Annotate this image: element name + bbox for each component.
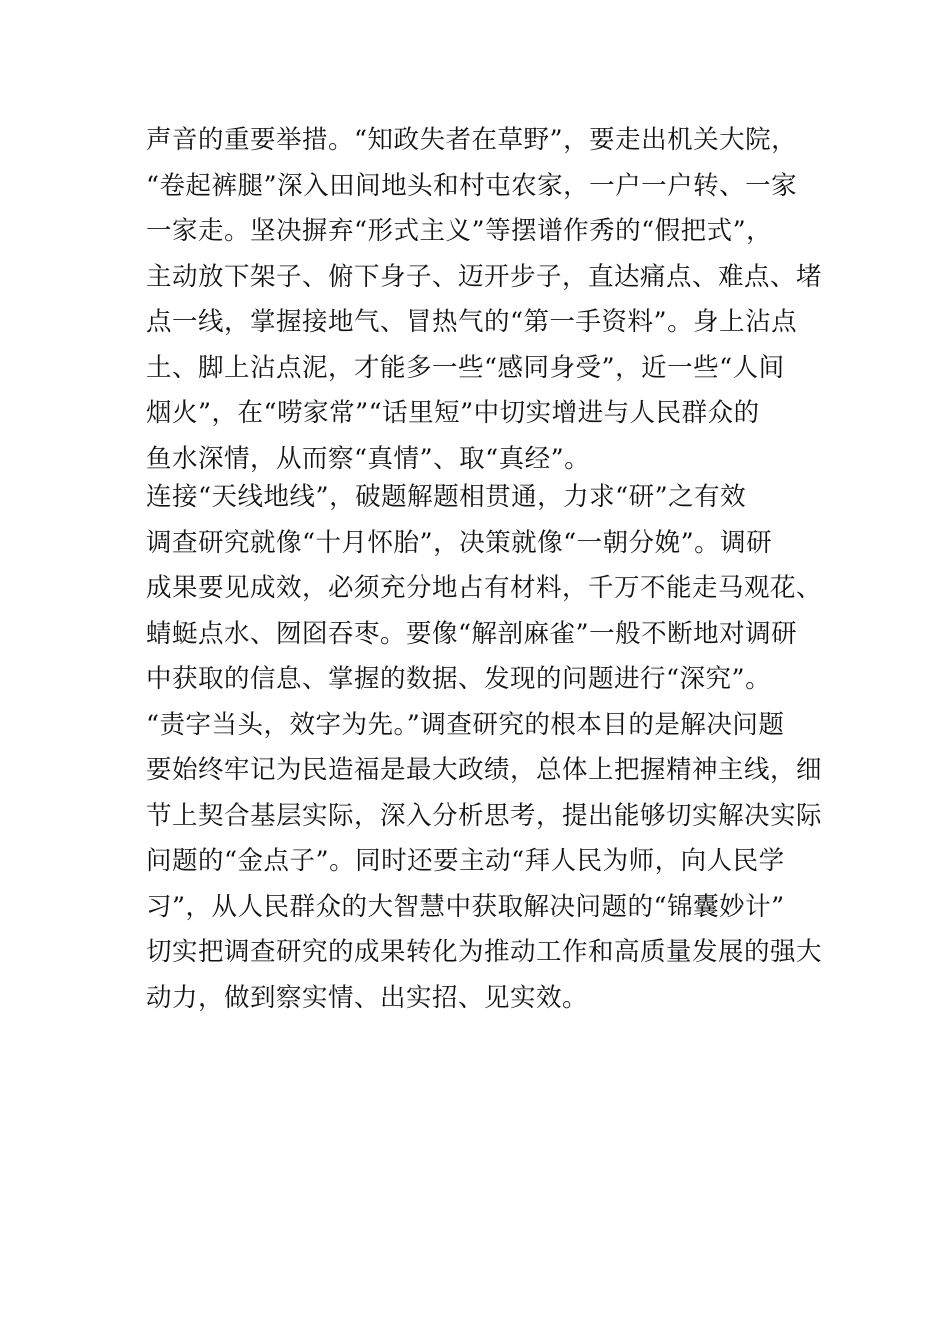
text-line: 一家走。坚决摒弃“形式主义”等摆谱作秀的“假把式”， [146,216,773,246]
text-line: 问题的“金点子”。同时还要主动“拜人民为师，向人民学 [146,846,785,876]
text-line: 动力，做到察实情、出实招、见实效。 [146,982,589,1013]
text-line: 连接“天线地线”，破题解题相贯通，力求“研”之有效 [146,482,747,512]
text-line: 土、脚上沾点泥，才能多一些“感同身受”，近一些“人间 [146,352,785,383]
text-line: 鱼水深情，从而察“真情”、取“真经”。 [146,443,591,474]
text-line: 主动放下架子、俯下身子、迈开步子，直达痛点、难点、堵 [146,261,823,292]
paragraph-1 [146,118,823,482]
text-line: “卷起裤腿”深入田间地头和村屯农家，一户一户转、一家 [146,170,798,201]
text-line: 点一线，掌握接地气、冒热气的“第一手资料”。身上沾点 [146,307,798,337]
text-line: 习”，从人民群众的大智慧中获取解决问题的“锦囊妙计” [146,891,785,922]
paragraph-2 [146,475,823,1021]
text-line: 调查研究就像“十月怀胎”，决策就像“一朝分娩”。调研 [146,527,773,558]
text-line: 烟火”，在“唠家常”“话里短”中切实增进与人民群众的 [146,398,760,428]
text-line: 中获取的信息、掌握的数据、发现的问题进行“深究”。 [146,664,772,694]
text-line: 节上契合基层实际，深入分析思考，提出能够切实解决实际 [146,800,823,831]
text-line: 蜻蜓点水、囫囵吞枣。要像“解剖麻雀”一般不断地对调研 [146,618,798,649]
text-line: 声音的重要举措。“知政失者在草野”，要走出机关大院， [146,125,798,155]
text-line: 切实把调查研究的成果转化为推动工作和高质量发展的强大 [146,937,823,967]
text-line: 要始终牢记为民造福是最大政绩，总体上把握精神主线，细 [146,755,823,785]
text-line: 成果要见成效，必须充分地占有材料，千万不能走马观花、 [146,573,823,603]
text-line: “责字当头，效字为先。”调查研究的根本目的是解决问题 [146,709,785,740]
